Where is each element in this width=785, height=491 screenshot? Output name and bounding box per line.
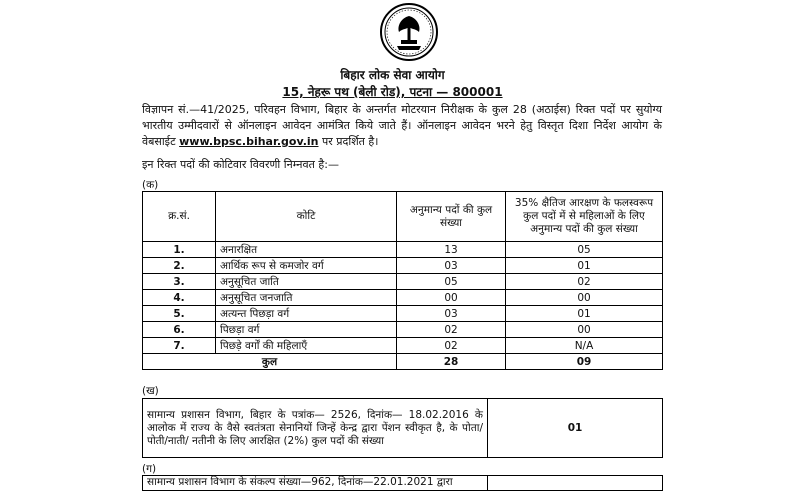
table-row xyxy=(143,399,663,458)
table-row xyxy=(143,290,663,306)
row-sn: 1. xyxy=(143,242,216,258)
row-posts: 05 xyxy=(397,274,506,290)
table-row xyxy=(143,338,663,354)
section-b-mark: (ख) xyxy=(142,385,159,397)
row-women: 02 xyxy=(506,274,663,290)
row-posts: 03 xyxy=(397,306,506,322)
row-women: 01 xyxy=(506,258,663,274)
table-row xyxy=(143,306,663,322)
table-row xyxy=(143,242,663,258)
section-c-value xyxy=(488,476,663,491)
table-row xyxy=(143,258,663,274)
row-category: पिछड़ा वर्ग xyxy=(216,322,397,338)
section-c-mark: (ग) xyxy=(142,463,157,475)
row-sn: 2. xyxy=(143,258,216,274)
row-women: N/A xyxy=(506,338,663,354)
row-sn: 6. xyxy=(143,322,216,338)
row-category: अनारक्षित xyxy=(216,242,397,258)
total-label: कुल xyxy=(143,354,397,370)
row-women: 05 xyxy=(506,242,663,258)
row-category: पिछड़े वर्गों की महिलाएँ xyxy=(216,338,397,354)
total-women: 09 xyxy=(506,354,663,370)
row-posts: 02 xyxy=(397,338,506,354)
freedom-fighter-table xyxy=(142,398,663,458)
row-category: अनुसूचित जाति xyxy=(216,274,397,290)
table-header-row xyxy=(143,192,663,242)
row-sn: 5. xyxy=(143,306,216,322)
table-row xyxy=(143,322,663,338)
table-row xyxy=(143,476,663,491)
total-posts: 28 xyxy=(397,354,506,370)
row-sn: 4. xyxy=(143,290,216,306)
org-address: 15, नेहरू पथ (बेली रोड), पटना — 800001 xyxy=(282,85,503,99)
section-c-table xyxy=(142,475,663,491)
category-intro: इन रिक्त पदों की कोटिवार विवरणी निम्नवत है:— xyxy=(142,158,339,171)
header-category: कोटि xyxy=(216,192,397,242)
row-category: आर्थिक रूप से कमजोर वर्ग xyxy=(216,258,397,274)
notice-text-suffix: पर प्रदर्शित है। xyxy=(318,135,379,148)
freedom-fighter-value: 01 xyxy=(488,399,663,458)
row-posts: 03 xyxy=(397,258,506,274)
row-posts: 13 xyxy=(397,242,506,258)
row-women: 00 xyxy=(506,290,663,306)
category-table xyxy=(142,191,663,370)
website-link[interactable]: www.bpsc.bihar.gov.in xyxy=(179,135,319,148)
row-women: 01 xyxy=(506,306,663,322)
row-women: 00 xyxy=(506,322,663,338)
header-women-posts: 35% क्षैतिज आरक्षण के फलस्वरूप कुल पदों में से महिलाओं के लिए अनुमान्य पदों की कुल संख्या xyxy=(506,192,663,242)
notice-text: विज्ञापन सं.—41/2025, परिवहन विभाग, बिहार के अन्तर्गत मोटरयान निरीक्षक के कुल 28 (अठाईस) रिक्त पदों पर सुयोग्य भारतीय उम्मीदवारों से ऑनलाइन आवेदन आमंत्रित किये जाते हैं। ऑनलाइन आवेदन भरने हेतु विस्तृत दिशा निर्देश आयोग के वेबसाईट xyxy=(142,103,662,148)
row-sn: 7. xyxy=(143,338,216,354)
row-posts: 00 xyxy=(397,290,506,306)
header-posts: अनुमान्य पदों की कुल संख्या xyxy=(397,192,506,242)
section-a-mark: (क) xyxy=(142,179,159,191)
freedom-fighter-text: सामान्य प्रशासन विभाग, बिहार के पत्रांक— 2526, दिनांक— 18.02.2016 के आलोक में राज्य के वैसे स्वतंत्रता सेनानियों जिन्हें केन्द्र द्वारा पेंशन स्वीकृत है, के पोता/पोती/नाती/ नतीनी के लिए आरक्षित (2%) कुल पदों की संख्या xyxy=(143,399,488,458)
total-row xyxy=(143,354,663,370)
row-category: अत्यन्त पिछड़ा वर्ग xyxy=(216,306,397,322)
header-sn: क्र.सं. xyxy=(143,192,216,242)
org-name: बिहार लोक सेवा आयोग xyxy=(340,68,445,82)
section-c-text: सामान्य प्रशासन विभाग के संकल्प संख्या—962, दिनांक—22.01.2021 द्वारा xyxy=(143,476,488,491)
row-posts: 02 xyxy=(397,322,506,338)
row-sn: 3. xyxy=(143,274,216,290)
notice-paragraph xyxy=(142,102,662,150)
bpsc-emblem-icon xyxy=(379,2,439,62)
row-category: अनुसूचित जनजाति xyxy=(216,290,397,306)
table-row xyxy=(143,274,663,290)
